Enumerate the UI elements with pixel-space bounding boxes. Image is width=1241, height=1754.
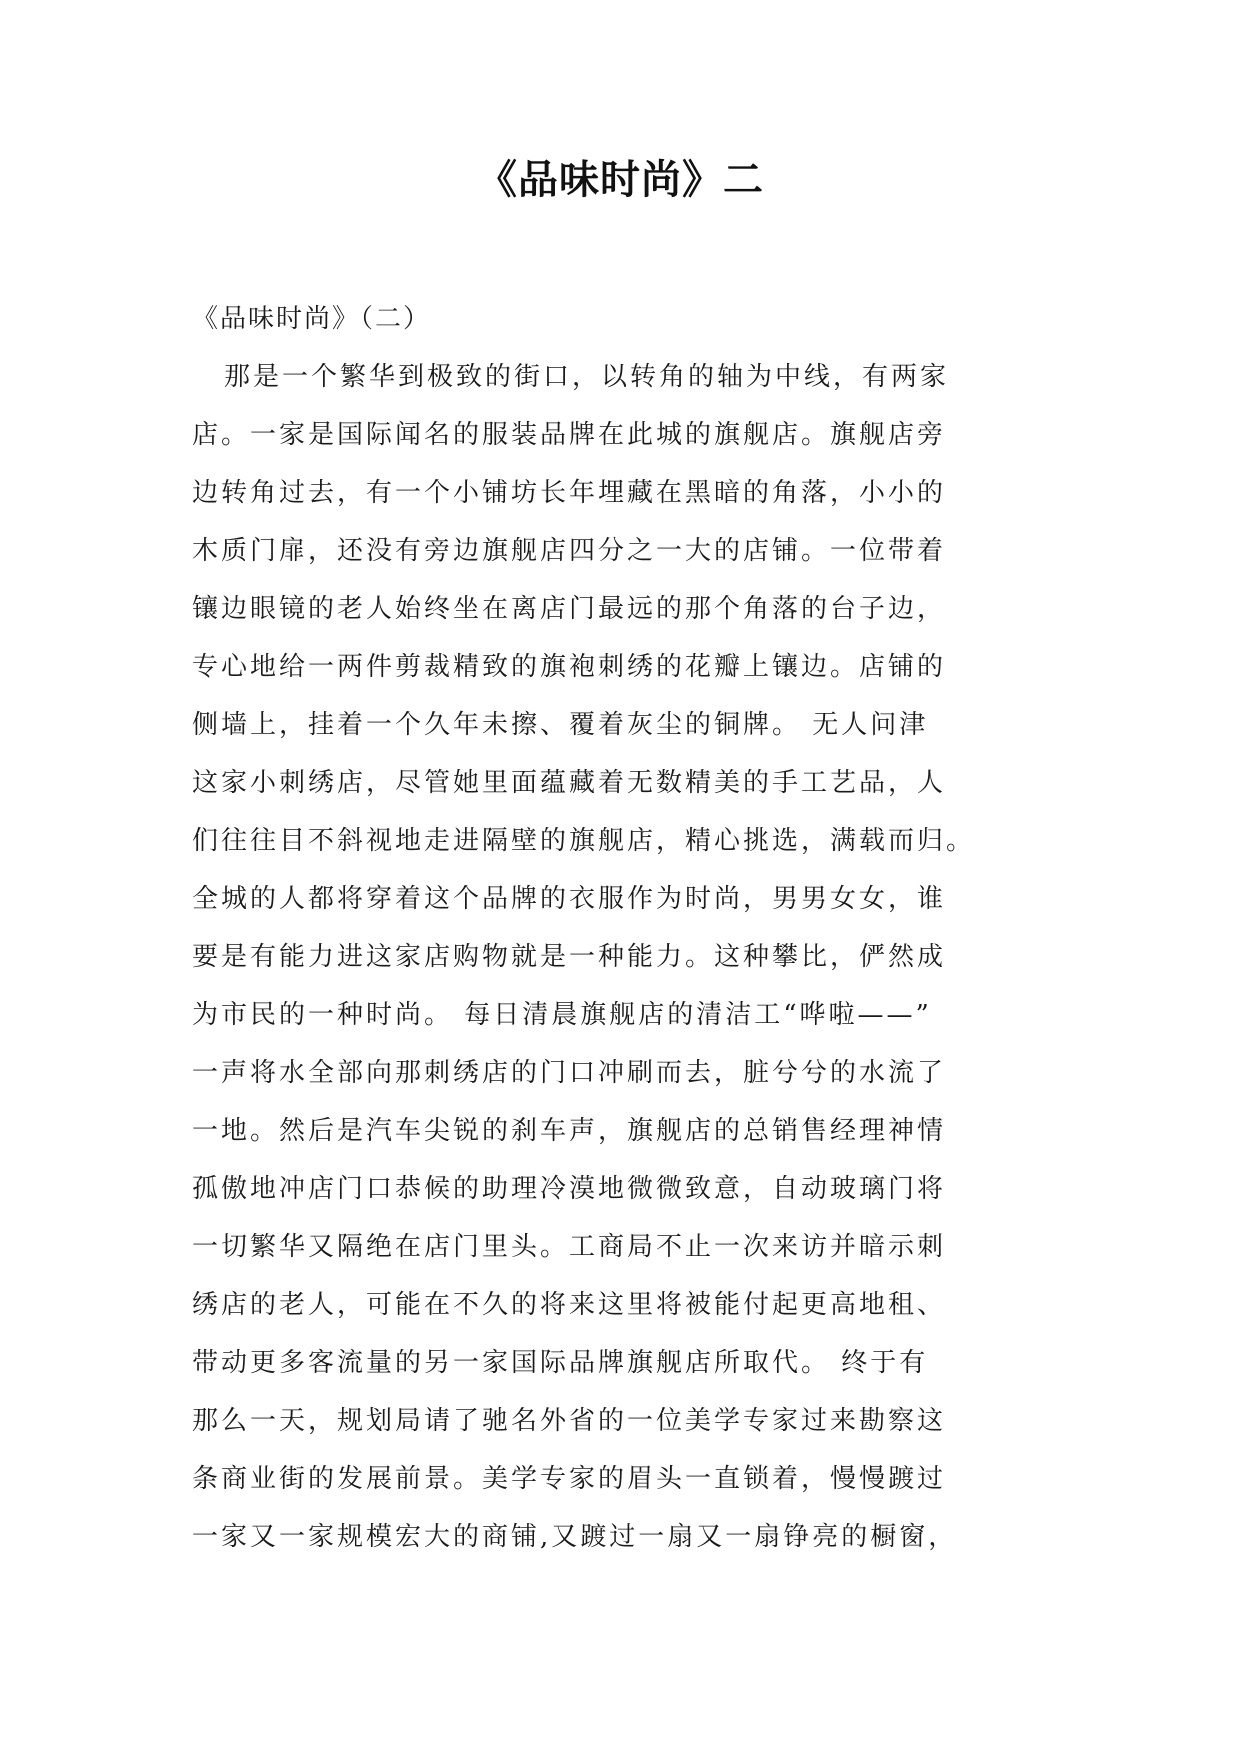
text-line: 木质门扉，还没有旁边旗舰店四分之一大的店铺。一位带着: [192, 536, 947, 566]
text-line: 一地。然后是汽车尖锐的刹车声，旗舰店的总销售经理神情: [192, 1116, 947, 1146]
text-line: 那是一个繁华到极致的街口，以转角的轴为中线，有两家: [224, 362, 950, 392]
document-title: 《品味时尚》二: [477, 157, 764, 203]
body-paragraph: [192, 348, 1072, 1566]
text-line: 镶边眼镜的老人始终坐在离店门最远的那个角落的台子边，: [192, 594, 947, 624]
text-line: 一切繁华又隔绝在店门里头。工商局不止一次来访并暗示刺: [192, 1232, 947, 1262]
document-body: [192, 290, 1072, 1566]
text-line: 全城的人都将穿着这个品牌的衣服作为时尚，男男女女，谁: [192, 884, 947, 914]
text-line: 孤傲地冲店门口恭候的助理冷漠地微微致意，自动玻璃门将: [192, 1174, 947, 1204]
text-line: 这家小刺绣店，尽管她里面蕴藏着无数精美的手工艺品，人: [192, 768, 947, 798]
text-line: 一家又一家规模宏大的商铺,又踱过一扇又一扇铮亮的橱窗，: [192, 1522, 958, 1552]
document-subtitle: 《品味时尚》（二）: [192, 304, 432, 334]
text-line: 侧墙上，挂着一个久年未擦、覆着灰尘的铜牌。 无人问津: [192, 710, 929, 740]
text-line: 一声将水全部向那刺绣店的门口冲刷而去，脏兮兮的水流了: [192, 1058, 947, 1088]
text-line: 专心地给一两件剪裁精致的旗袍刺绣的花瓣上镶边。店铺的: [192, 652, 947, 682]
text-line: 边转角过去，有一个小铺坊长年埋藏在黑暗的角落，小小的: [192, 478, 947, 508]
text-line: 绣店的老人，可能在不久的将来这里将被能付起更高地租、: [192, 1290, 947, 1320]
text-line: 那么一天，规划局请了驰名外省的一位美学专家过来勘察这: [192, 1406, 947, 1436]
text-line: 为市民的一种时尚。 每日清晨旗舰店的清洁工“哗啦——”: [192, 1000, 932, 1030]
text-line: 要是有能力进这家店购物就是一种能力。这种攀比，俨然成: [192, 942, 947, 972]
text-line: 们往往目不斜视地走进隔壁的旗舰店，精心挑选，满载而归。: [192, 826, 976, 856]
text-line: 店。一家是国际闻名的服装品牌在此城的旗舰店。旗舰店旁: [192, 420, 947, 450]
text-line: 带动更多客流量的另一家国际品牌旗舰店所取代。 终于有: [192, 1348, 929, 1378]
text-line: 条商业街的发展前景。美学专家的眉头一直锁着，慢慢踱过: [192, 1464, 947, 1494]
